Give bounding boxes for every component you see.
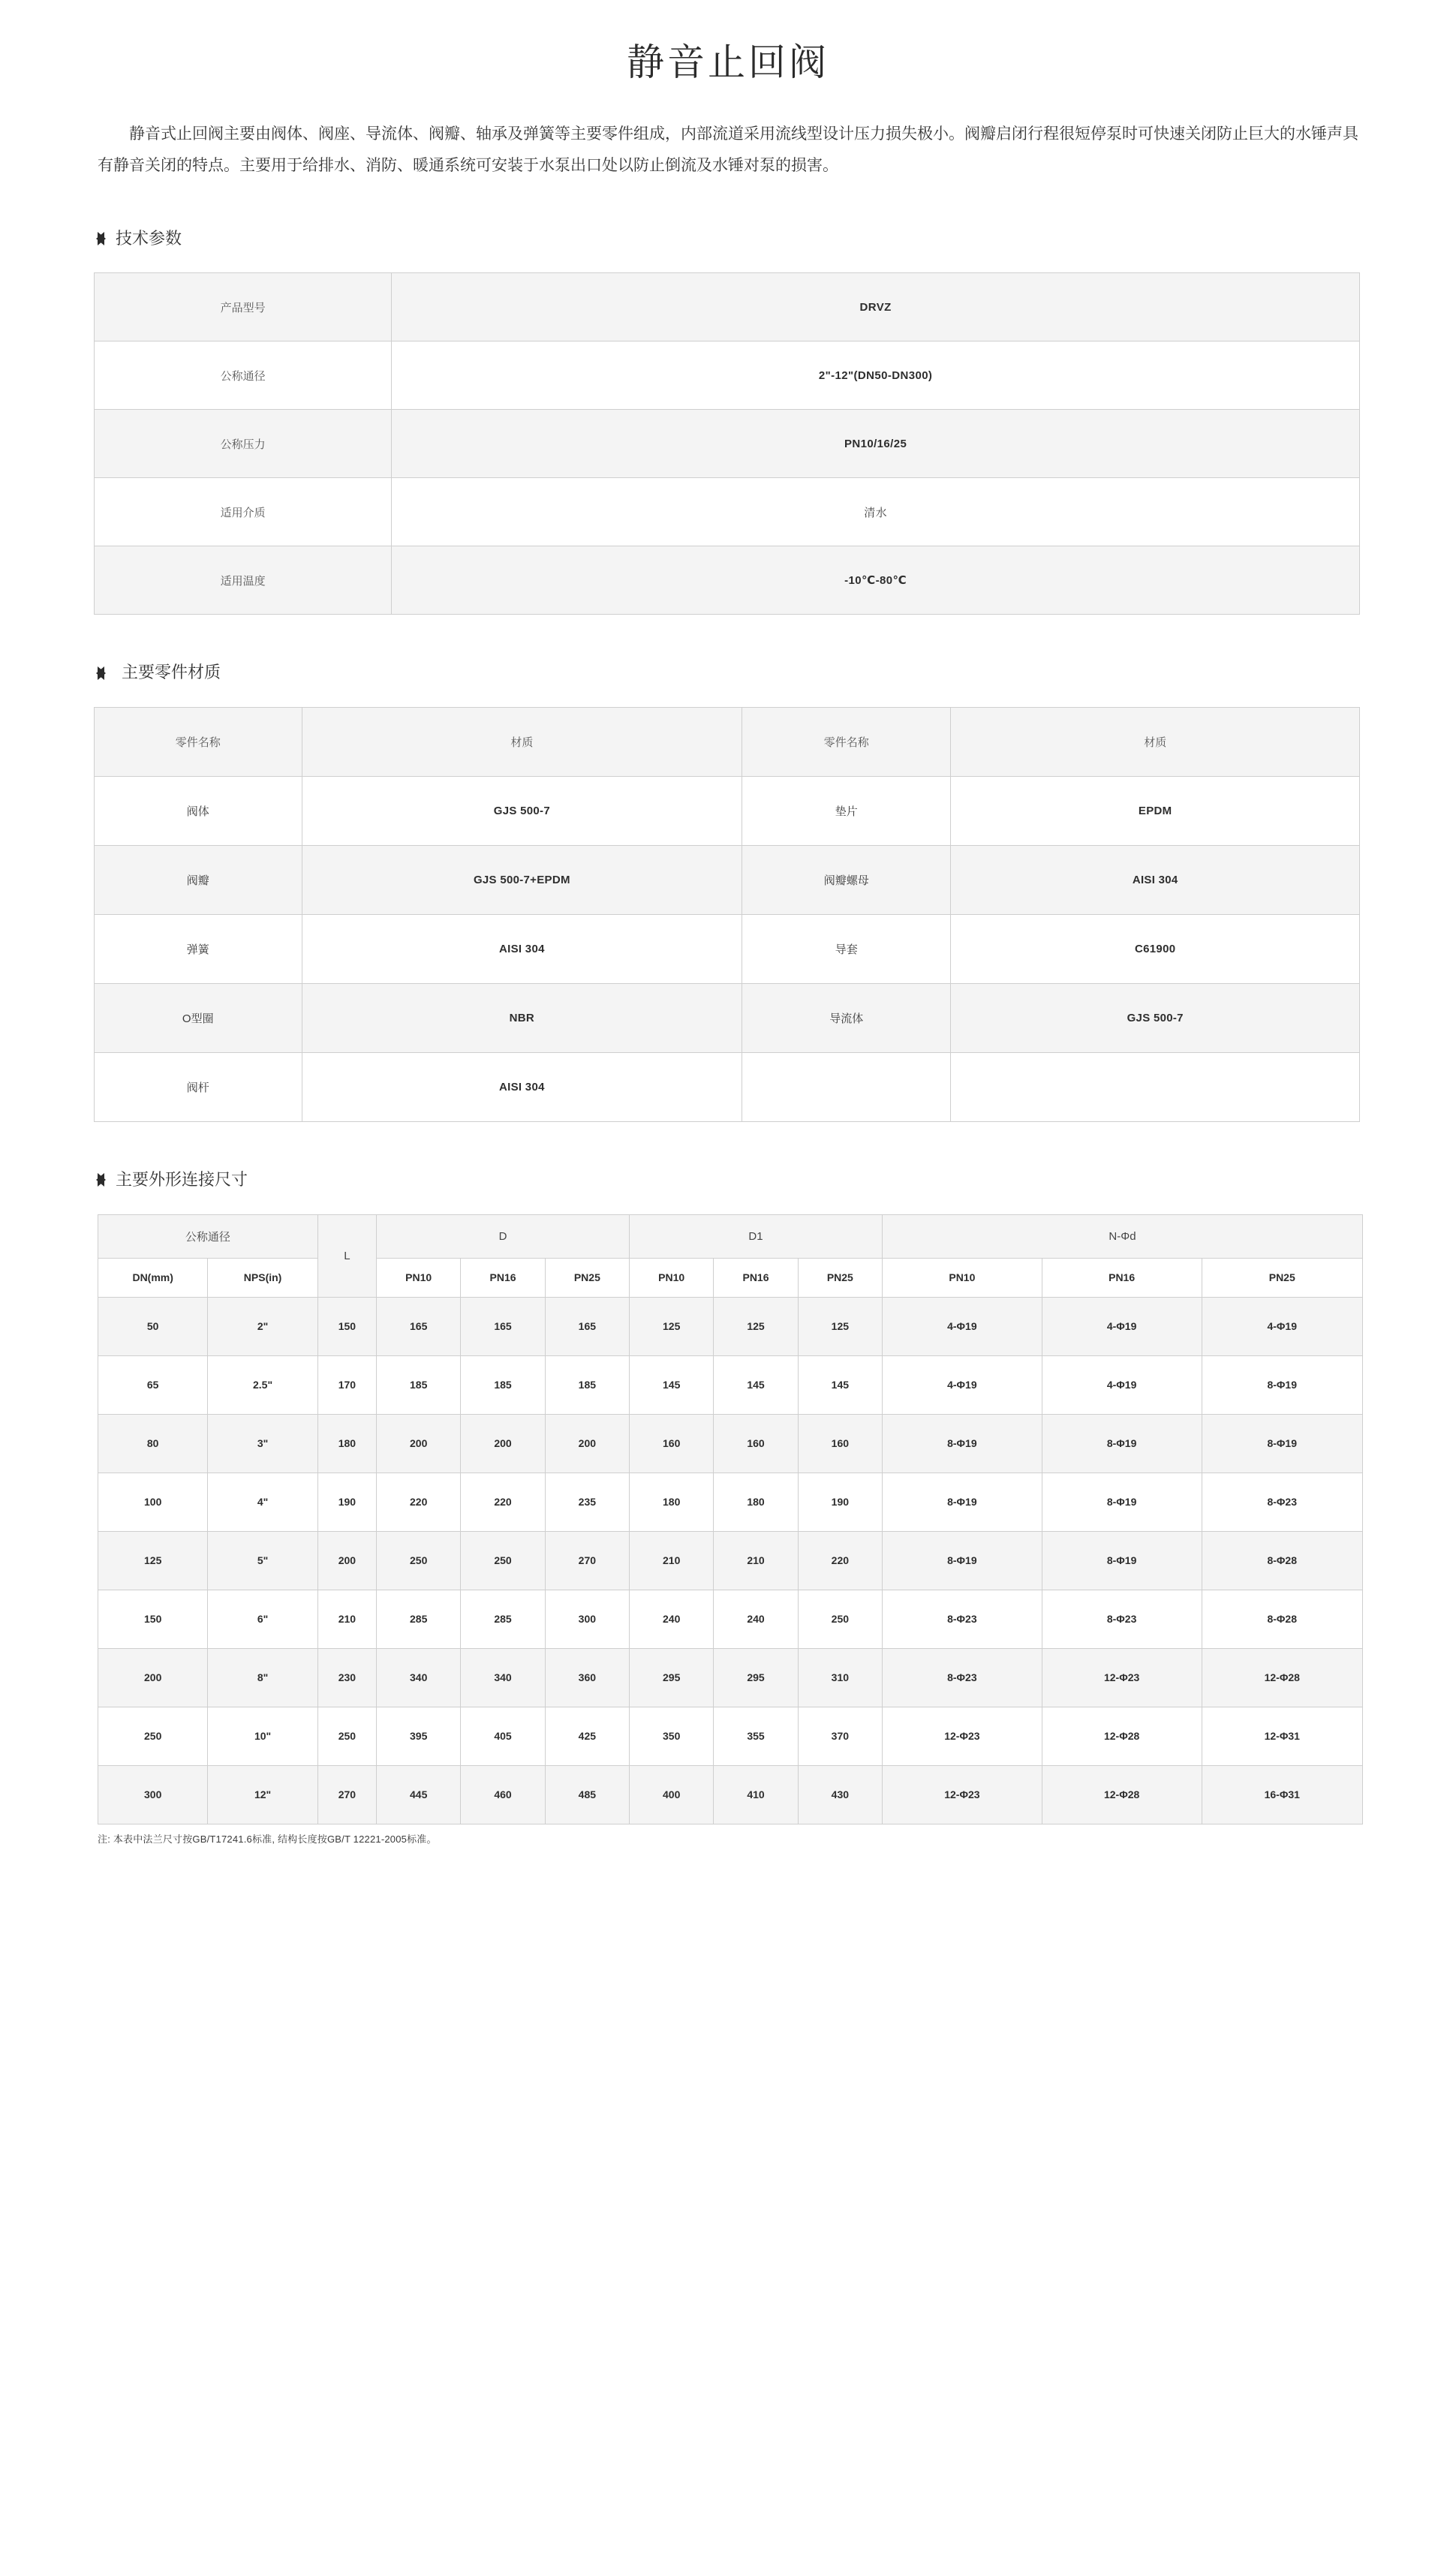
table-row [95, 478, 1360, 546]
dimension-cell: 285 [461, 1590, 545, 1648]
sub-header-d-pn10: PN10 [377, 1258, 461, 1297]
sub-header-d1-pn10: PN10 [630, 1258, 714, 1297]
dimension-cell: 125 [798, 1297, 882, 1355]
part-name: 导流体 [742, 984, 951, 1053]
dimension-cell: 200 [98, 1648, 208, 1707]
dimension-cell: 310 [798, 1648, 882, 1707]
product-description: 静音式止回阀主要由阀体、阀座、导流体、阀瓣、轴承及弹簧等主要零件组成，内部流道采用流线型设计压力损失极小。阀瓣启闭行程很短停泵时可快速关闭防止巨大的水锤声具有静音关闭的特点。主要用于给排水、消防、暖通系统可安装于水泵出口处以防止倒流及水锤对泵的损害。 [98, 124, 1358, 174]
dimension-cell: 4-Φ19 [883, 1297, 1042, 1355]
section-heading-dimensions [98, 1169, 1456, 1192]
table-row [95, 777, 1360, 846]
dimension-cell: 285 [377, 1590, 461, 1648]
dimension-cell: 4-Φ19 [1042, 1297, 1202, 1355]
dimension-cell: 460 [461, 1765, 545, 1824]
group-header-d: D [377, 1214, 630, 1258]
dimension-cell: 180 [714, 1473, 798, 1531]
part-name-empty [742, 1053, 951, 1122]
dimension-cell: 10" [208, 1707, 317, 1765]
dimension-cell: 360 [545, 1648, 629, 1707]
materials-col-header: 零件名称 [742, 708, 951, 777]
dimension-cell: 235 [545, 1473, 629, 1531]
dimension-cell: 4-Φ19 [883, 1355, 1042, 1414]
diamond-bullet-icon [98, 232, 113, 245]
group-header-nominal: 公称通径 [98, 1214, 318, 1258]
dimension-cell: 200 [545, 1414, 629, 1473]
dimension-cell: 200 [377, 1414, 461, 1473]
dimensions-group-header-row [98, 1214, 1363, 1258]
dimension-cell: 425 [545, 1707, 629, 1765]
table-header-row [95, 708, 1360, 777]
part-material: C61900 [951, 915, 1360, 984]
dimension-cell: 150 [98, 1590, 208, 1648]
dimension-cell: 12-Φ31 [1202, 1707, 1363, 1765]
table-row [95, 410, 1360, 478]
dimension-cell: 50 [98, 1297, 208, 1355]
dimension-cell: 230 [317, 1648, 376, 1707]
dimension-cell: 12-Φ28 [1042, 1707, 1202, 1765]
group-header-d1: D1 [630, 1214, 883, 1258]
part-name: 弹簧 [95, 915, 302, 984]
dimension-cell: 8-Φ19 [1042, 1414, 1202, 1473]
part-name: 阀瓣 [95, 846, 302, 915]
page-bottom-spacer [0, 1846, 1456, 1876]
dimension-cell: 210 [317, 1590, 376, 1648]
sub-header-nd-pn25: PN25 [1202, 1258, 1363, 1297]
dimension-cell: 12-Φ28 [1042, 1765, 1202, 1824]
part-name: 阀体 [95, 777, 302, 846]
table-row [95, 546, 1360, 615]
dimension-cell: 395 [377, 1707, 461, 1765]
dimension-cell: 12-Φ23 [1042, 1648, 1202, 1707]
dimensions-footnote: 注: 本表中法兰尺寸按GB/T17241.6标准, 结构长度按GB/T 12221-2005标准。 [98, 1833, 437, 1845]
part-name: 垫片 [742, 777, 951, 846]
materials-col-header: 材质 [302, 708, 742, 777]
dimension-cell: 210 [714, 1531, 798, 1590]
materials-table [94, 707, 1360, 1122]
sub-header-nd-pn16: PN16 [1042, 1258, 1202, 1297]
dimension-cell: 220 [461, 1473, 545, 1531]
tech-row-label: 适用温度 [95, 546, 392, 615]
table-row [95, 846, 1360, 915]
dimension-cell: 200 [317, 1531, 376, 1590]
dimension-cell: 160 [714, 1414, 798, 1473]
dimension-cell: 295 [630, 1648, 714, 1707]
dimension-cell: 145 [630, 1355, 714, 1414]
dimension-cell: 405 [461, 1707, 545, 1765]
dimension-cell: 16-Φ31 [1202, 1765, 1363, 1824]
part-name: O型圈 [95, 984, 302, 1053]
dimension-cell: 8-Φ19 [1042, 1473, 1202, 1531]
dimensions-table [98, 1214, 1363, 1824]
section-heading-materials [98, 661, 1456, 684]
part-material: AISI 304 [951, 846, 1360, 915]
table-row [98, 1648, 1363, 1707]
group-header-l: L [317, 1214, 376, 1297]
table-row [98, 1297, 1363, 1355]
dimension-cell: 165 [545, 1297, 629, 1355]
dimension-cell: 8-Φ23 [1042, 1590, 1202, 1648]
tech-row-label: 公称压力 [95, 410, 392, 478]
part-name: 阀杆 [95, 1053, 302, 1122]
dimension-cell: 12-Φ28 [1202, 1648, 1363, 1707]
dimension-cell: 80 [98, 1414, 208, 1473]
dimension-cell: 8-Φ28 [1202, 1531, 1363, 1590]
section-heading-tech [98, 227, 1456, 251]
sub-header-nps: NPS(in) [208, 1258, 317, 1297]
dimension-cell: 410 [714, 1765, 798, 1824]
dimension-cell: 430 [798, 1765, 882, 1824]
dimension-cell: 300 [98, 1765, 208, 1824]
dimension-cell: 300 [545, 1590, 629, 1648]
dimension-cell: 165 [377, 1297, 461, 1355]
part-material: GJS 500-7+EPDM [302, 846, 742, 915]
dimension-cell: 200 [461, 1414, 545, 1473]
section-heading-dimensions-label: 主要外形连接尺寸 [116, 1170, 248, 1190]
dimension-cell: 185 [377, 1355, 461, 1414]
dimension-cell: 190 [317, 1473, 376, 1531]
dimension-cell: 8-Φ19 [1042, 1531, 1202, 1590]
dimension-cell: 3" [208, 1414, 317, 1473]
table-row [95, 341, 1360, 410]
group-header-nphid: N-Φd [883, 1214, 1363, 1258]
dimensions-table-wrap [98, 1214, 1456, 1824]
table-row [98, 1355, 1363, 1414]
dimension-cell: 370 [798, 1707, 882, 1765]
tech-params-table-wrap [94, 272, 1456, 615]
part-name: 阀瓣螺母 [742, 846, 951, 915]
table-row [98, 1414, 1363, 1473]
dimension-cell: 12-Φ23 [883, 1707, 1042, 1765]
table-row [95, 1053, 1360, 1122]
dimension-cell: 4" [208, 1473, 317, 1531]
tech-row-value: -10℃-80℃ [392, 546, 1360, 615]
diamond-bullet-icon [98, 666, 113, 680]
dimension-cell: 8-Φ23 [883, 1648, 1042, 1707]
dimension-cell: 12-Φ23 [883, 1765, 1042, 1824]
dimension-cell: 6" [208, 1590, 317, 1648]
dimension-cell: 160 [630, 1414, 714, 1473]
materials-body [95, 708, 1360, 1122]
dimension-cell: 445 [377, 1765, 461, 1824]
dimensions-body [98, 1297, 1363, 1824]
tech-row-label: 产品型号 [95, 273, 392, 341]
dimension-cell: 12" [208, 1765, 317, 1824]
table-row [95, 915, 1360, 984]
dimension-cell: 8-Φ23 [1202, 1473, 1363, 1531]
materials-col-header: 材质 [951, 708, 1360, 777]
tech-row-value: 2"-12"(DN50-DN300) [392, 341, 1360, 410]
sub-header-d1-pn16: PN16 [714, 1258, 798, 1297]
section-heading-materials-label: 主要零件材质 [122, 663, 221, 682]
dimension-cell: 8-Φ19 [1202, 1414, 1363, 1473]
dimension-cell: 150 [317, 1297, 376, 1355]
dimensions-head [98, 1214, 1363, 1297]
dimension-cell: 400 [630, 1765, 714, 1824]
tech-row-label: 适用介质 [95, 478, 392, 546]
sub-header-d-pn16: PN16 [461, 1258, 545, 1297]
dimension-cell: 340 [377, 1648, 461, 1707]
materials-col-header: 零件名称 [95, 708, 302, 777]
dimension-cell: 355 [714, 1707, 798, 1765]
dimension-cell: 8" [208, 1648, 317, 1707]
dimension-cell: 8-Φ19 [1202, 1355, 1363, 1414]
dimension-cell: 125 [630, 1297, 714, 1355]
tech-row-value: DRVZ [392, 273, 1360, 341]
dimension-cell: 180 [317, 1414, 376, 1473]
table-row [98, 1531, 1363, 1590]
dimension-cell: 250 [798, 1590, 882, 1648]
dimension-cell: 2.5" [208, 1355, 317, 1414]
dimension-cell: 185 [461, 1355, 545, 1414]
dimension-cell: 240 [714, 1590, 798, 1648]
part-material: GJS 500-7 [302, 777, 742, 846]
dimension-cell: 5" [208, 1531, 317, 1590]
dimensions-sub-header-row [98, 1258, 1363, 1297]
dimension-cell: 165 [461, 1297, 545, 1355]
dimension-cell: 125 [714, 1297, 798, 1355]
dimension-cell: 8-Φ28 [1202, 1590, 1363, 1648]
page-title: 静音止回阀 [627, 41, 829, 83]
table-row [95, 984, 1360, 1053]
table-row [98, 1473, 1363, 1531]
sub-header-nd-pn10: PN10 [883, 1258, 1042, 1297]
dimension-cell: 65 [98, 1355, 208, 1414]
dimension-cell: 250 [317, 1707, 376, 1765]
dimension-cell: 240 [630, 1590, 714, 1648]
dimension-cell: 220 [377, 1473, 461, 1531]
dimension-cell: 4-Φ19 [1042, 1355, 1202, 1414]
table-row [98, 1765, 1363, 1824]
dimension-cell: 295 [714, 1648, 798, 1707]
dimension-cell: 270 [545, 1531, 629, 1590]
dimension-cell: 210 [630, 1531, 714, 1590]
section-heading-tech-label: 技术参数 [116, 228, 182, 248]
dimension-cell: 8-Φ19 [883, 1414, 1042, 1473]
dimension-cell: 160 [798, 1414, 882, 1473]
part-material-empty [951, 1053, 1360, 1122]
dimension-cell: 145 [798, 1355, 882, 1414]
dimension-cell: 170 [317, 1355, 376, 1414]
dimension-cell: 270 [317, 1765, 376, 1824]
part-material: NBR [302, 984, 742, 1053]
part-material: AISI 304 [302, 1053, 742, 1122]
table-row [98, 1590, 1363, 1648]
dimension-cell: 190 [798, 1473, 882, 1531]
dimension-cell: 2" [208, 1297, 317, 1355]
sub-header-dn: DN(mm) [98, 1258, 208, 1297]
dimension-cell: 185 [545, 1355, 629, 1414]
dimension-cell: 100 [98, 1473, 208, 1531]
dimension-cell: 145 [714, 1355, 798, 1414]
part-name: 导套 [742, 915, 951, 984]
dimension-cell: 4-Φ19 [1202, 1297, 1363, 1355]
dimension-cell: 340 [461, 1648, 545, 1707]
dimension-cell: 8-Φ19 [883, 1531, 1042, 1590]
tech-row-label: 公称通径 [95, 341, 392, 410]
dimension-cell: 180 [630, 1473, 714, 1531]
dimension-cell: 250 [98, 1707, 208, 1765]
dimension-cell: 8-Φ23 [883, 1590, 1042, 1648]
tech-params-body [95, 273, 1360, 615]
table-row [98, 1707, 1363, 1765]
dimension-cell: 250 [461, 1531, 545, 1590]
sub-header-d-pn25: PN25 [545, 1258, 629, 1297]
materials-table-wrap [94, 707, 1456, 1122]
dimension-cell: 485 [545, 1765, 629, 1824]
table-row [95, 273, 1360, 341]
dimension-cell: 125 [98, 1531, 208, 1590]
dimension-cell: 350 [630, 1707, 714, 1765]
part-material: EPDM [951, 777, 1360, 846]
tech-params-table [94, 272, 1360, 615]
part-material: AISI 304 [302, 915, 742, 984]
diamond-bullet-icon [98, 1173, 113, 1187]
part-material: GJS 500-7 [951, 984, 1360, 1053]
tech-row-value: 清水 [392, 478, 1360, 546]
sub-header-d1-pn25: PN25 [798, 1258, 882, 1297]
dimension-cell: 220 [798, 1531, 882, 1590]
dimension-cell: 8-Φ19 [883, 1473, 1042, 1531]
tech-row-value: PN10/16/25 [392, 410, 1360, 478]
dimension-cell: 250 [377, 1531, 461, 1590]
